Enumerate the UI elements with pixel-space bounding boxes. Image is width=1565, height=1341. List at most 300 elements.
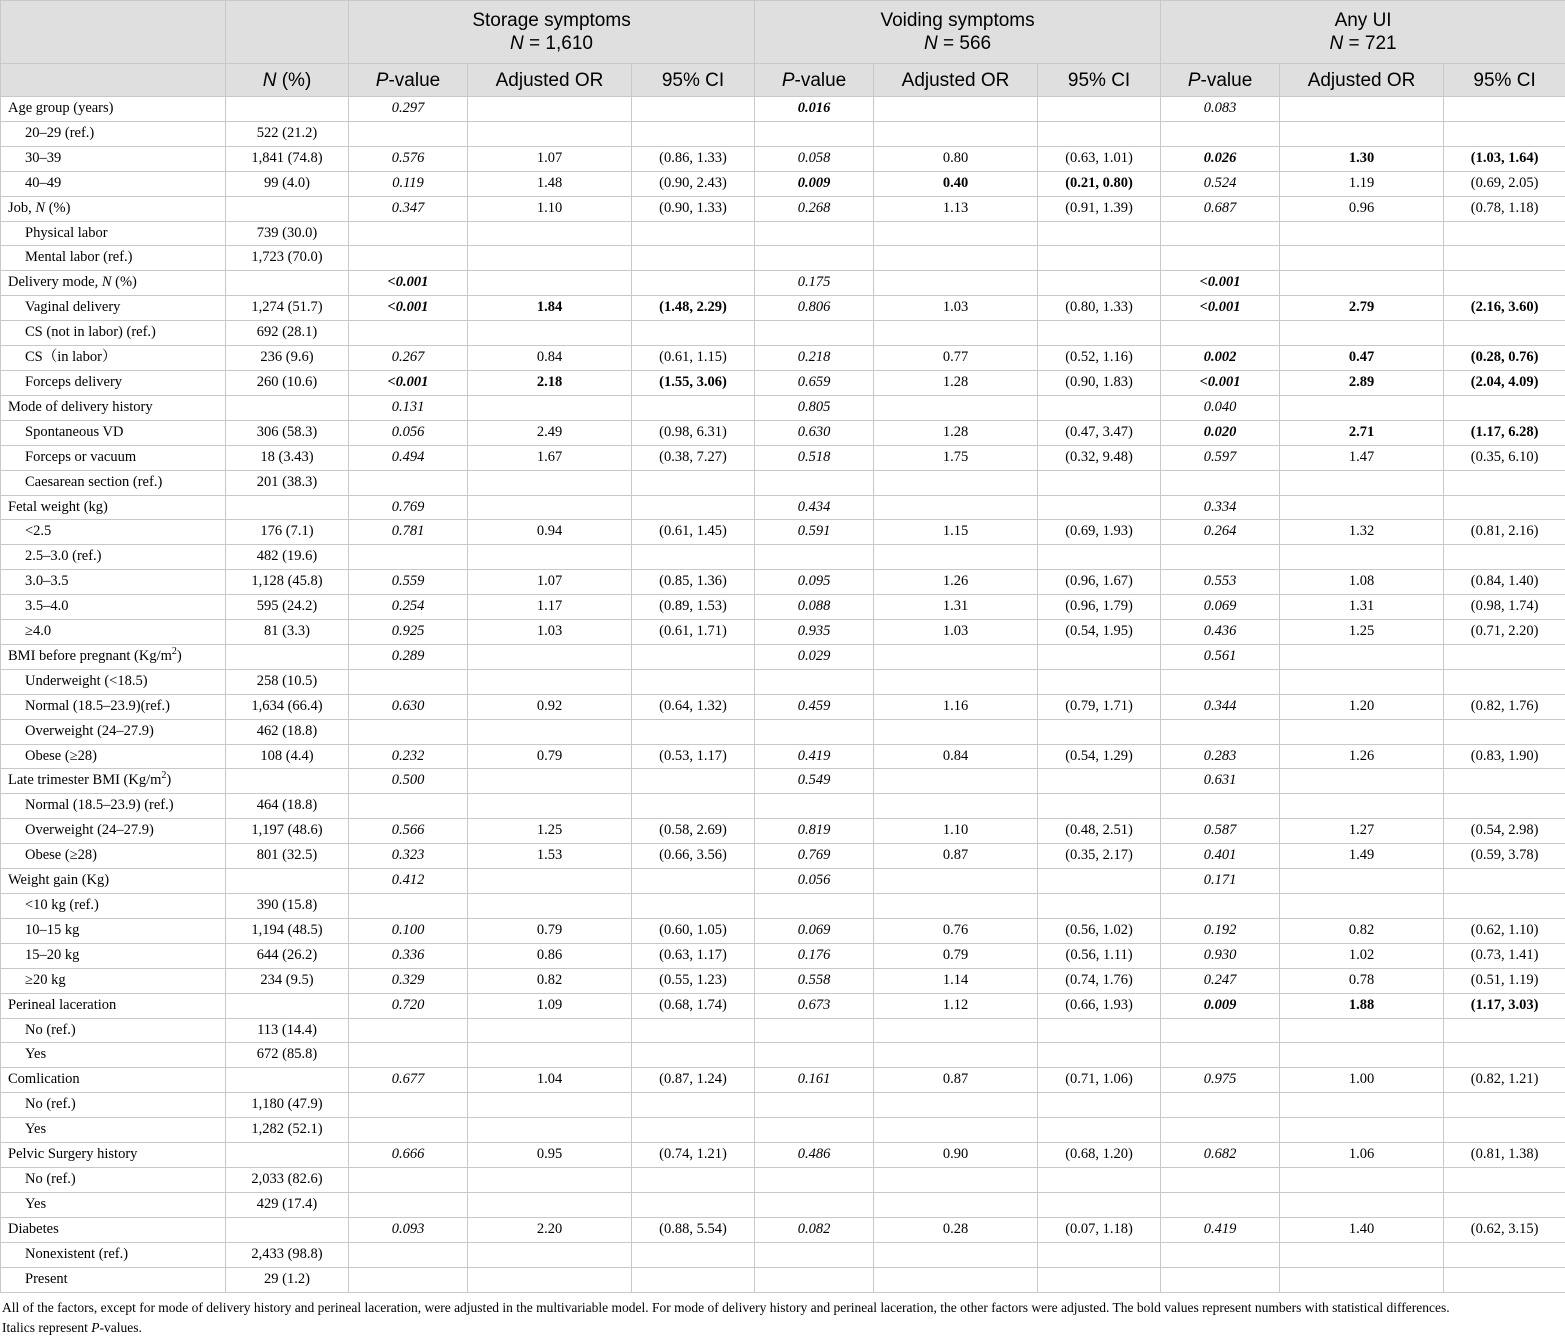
storage-p-value-cell: 0.323 — [349, 844, 468, 869]
voiding-adjusted-or-cell: 0.28 — [874, 1217, 1038, 1242]
any-ui-adjusted-or-cell: 0.96 — [1280, 196, 1444, 221]
table-row — [1, 894, 1565, 919]
voiding-p-value-cell — [755, 1267, 874, 1292]
voiding-ci-cell — [1038, 1043, 1161, 1068]
storage-ci-cell: (0.61, 1.71) — [632, 620, 755, 645]
group-title: Voiding symptoms — [880, 10, 1035, 31]
storage-adjusted-or-cell — [468, 1192, 632, 1217]
any-ui-ci-cell: (2.04, 4.09) — [1444, 370, 1565, 395]
storage-ci-cell — [632, 271, 755, 296]
storage-p-value-cell: 0.720 — [349, 993, 468, 1018]
voiding-ci-cell: (0.91, 1.39) — [1038, 196, 1161, 221]
any-ui-ci-cell: (0.62, 3.15) — [1444, 1217, 1565, 1242]
storage-adjusted-or-cell — [468, 221, 632, 246]
voiding-ci-cell: (0.07, 1.18) — [1038, 1217, 1161, 1242]
n-pct-cell: 18 (3.43) — [226, 445, 349, 470]
any-ui-p-value-cell: 0.192 — [1161, 918, 1280, 943]
row-label: No (ref.) — [1, 1018, 226, 1043]
any-ui-ci-cell: (0.98, 1.74) — [1444, 595, 1565, 620]
voiding-ci-cell — [1038, 121, 1161, 146]
storage-p-value-cell: 0.566 — [349, 819, 468, 844]
storage-p-value-cell: 0.576 — [349, 146, 468, 171]
header-p-value: P-value — [755, 64, 874, 97]
n-pct-cell: 595 (24.2) — [226, 595, 349, 620]
voiding-p-value-cell: 0.806 — [755, 296, 874, 321]
voiding-ci-cell: (0.54, 1.95) — [1038, 620, 1161, 645]
n-pct-cell — [226, 993, 349, 1018]
header-ci: 95% CI — [632, 64, 755, 97]
storage-adjusted-or-cell — [468, 395, 632, 420]
voiding-adjusted-or-cell — [874, 644, 1038, 669]
voiding-ci-cell — [1038, 221, 1161, 246]
row-label: Vaginal delivery — [1, 296, 226, 321]
any-ui-adjusted-or-cell: 0.78 — [1280, 968, 1444, 993]
storage-adjusted-or-cell: 1.03 — [468, 620, 632, 645]
storage-p-value-cell — [349, 246, 468, 271]
storage-adjusted-or-cell — [468, 1242, 632, 1267]
storage-p-value-cell: 0.093 — [349, 1217, 468, 1242]
voiding-p-value-cell: 0.218 — [755, 346, 874, 371]
voiding-ci-cell: (0.71, 1.06) — [1038, 1068, 1161, 1093]
voiding-ci-cell — [1038, 321, 1161, 346]
voiding-adjusted-or-cell: 1.03 — [874, 620, 1038, 645]
storage-ci-cell — [632, 221, 755, 246]
storage-p-value-cell: 0.347 — [349, 196, 468, 221]
any-ui-p-value-cell: 0.553 — [1161, 570, 1280, 595]
voiding-adjusted-or-cell — [874, 221, 1038, 246]
table-row — [1, 1167, 1565, 1192]
any-ui-ci-cell — [1444, 869, 1565, 894]
any-ui-ci-cell: (2.16, 3.60) — [1444, 296, 1565, 321]
table-row — [1, 1143, 1565, 1168]
voiding-p-value-cell: 0.459 — [755, 694, 874, 719]
any-ui-ci-cell: (0.82, 1.21) — [1444, 1068, 1565, 1093]
storage-adjusted-or-cell: 1.17 — [468, 595, 632, 620]
voiding-p-value-cell: 0.805 — [755, 395, 874, 420]
n-pct-cell: 113 (14.4) — [226, 1018, 349, 1043]
any-ui-adjusted-or-cell: 0.47 — [1280, 346, 1444, 371]
any-ui-p-value-cell: <0.001 — [1161, 370, 1280, 395]
storage-ci-cell — [632, 97, 755, 122]
any-ui-adjusted-or-cell — [1280, 121, 1444, 146]
any-ui-p-value-cell: 0.026 — [1161, 146, 1280, 171]
voiding-ci-cell — [1038, 894, 1161, 919]
storage-ci-cell: (0.64, 1.32) — [632, 694, 755, 719]
voiding-ci-cell: (0.96, 1.67) — [1038, 570, 1161, 595]
storage-adjusted-or-cell — [468, 271, 632, 296]
n-pct-cell: 1,634 (66.4) — [226, 694, 349, 719]
storage-ci-cell — [632, 1242, 755, 1267]
voiding-ci-cell: (0.56, 1.02) — [1038, 918, 1161, 943]
voiding-ci-cell: (0.79, 1.71) — [1038, 694, 1161, 719]
row-label: 3.5–4.0 — [1, 595, 226, 620]
row-label: 20–29 (ref.) — [1, 121, 226, 146]
voiding-adjusted-or-cell — [874, 1242, 1038, 1267]
row-label: Mode of delivery history — [1, 395, 226, 420]
storage-ci-cell: (0.58, 2.69) — [632, 819, 755, 844]
n-pct-cell: 1,723 (70.0) — [226, 246, 349, 271]
any-ui-adjusted-or-cell — [1280, 495, 1444, 520]
row-label: No (ref.) — [1, 1167, 226, 1192]
n-pct-cell: 1,841 (74.8) — [226, 146, 349, 171]
voiding-adjusted-or-cell: 1.26 — [874, 570, 1038, 595]
n-pct-cell: 29 (1.2) — [226, 1267, 349, 1292]
voiding-p-value-cell: 0.058 — [755, 146, 874, 171]
storage-adjusted-or-cell — [468, 246, 632, 271]
table-row — [1, 346, 1565, 371]
any-ui-adjusted-or-cell — [1280, 1267, 1444, 1292]
n-pct-cell: 201 (38.3) — [226, 470, 349, 495]
any-ui-p-value-cell: 0.344 — [1161, 694, 1280, 719]
storage-adjusted-or-cell: 1.09 — [468, 993, 632, 1018]
table-row — [1, 844, 1565, 869]
any-ui-adjusted-or-cell: 0.82 — [1280, 918, 1444, 943]
table-header — [1, 1, 1565, 97]
voiding-adjusted-or-cell — [874, 894, 1038, 919]
n-pct-cell — [226, 769, 349, 794]
n-pct-cell: 482 (19.6) — [226, 545, 349, 570]
storage-ci-cell — [632, 1192, 755, 1217]
any-ui-adjusted-or-cell: 1.31 — [1280, 595, 1444, 620]
any-ui-adjusted-or-cell — [1280, 644, 1444, 669]
voiding-adjusted-or-cell: 1.12 — [874, 993, 1038, 1018]
header-voiding-symptoms — [755, 1, 1161, 64]
voiding-ci-cell: (0.69, 1.93) — [1038, 520, 1161, 545]
any-ui-p-value-cell — [1161, 1242, 1280, 1267]
voiding-p-value-cell — [755, 246, 874, 271]
any-ui-p-value-cell: 0.040 — [1161, 395, 1280, 420]
voiding-p-value-cell — [755, 545, 874, 570]
storage-p-value-cell: 0.056 — [349, 420, 468, 445]
storage-adjusted-or-cell — [468, 321, 632, 346]
storage-adjusted-or-cell — [468, 894, 632, 919]
any-ui-adjusted-or-cell — [1280, 1118, 1444, 1143]
any-ui-p-value-cell: 0.009 — [1161, 993, 1280, 1018]
any-ui-p-value-cell: 0.682 — [1161, 1143, 1280, 1168]
voiding-adjusted-or-cell — [874, 97, 1038, 122]
voiding-adjusted-or-cell: 1.14 — [874, 968, 1038, 993]
storage-p-value-cell: 0.412 — [349, 869, 468, 894]
storage-p-value-cell: 0.289 — [349, 644, 468, 669]
voiding-adjusted-or-cell — [874, 271, 1038, 296]
storage-ci-cell: (0.60, 1.05) — [632, 918, 755, 943]
table-row — [1, 1043, 1565, 1068]
row-label: Underweight (<18.5) — [1, 669, 226, 694]
table-row — [1, 420, 1565, 445]
storage-p-value-cell: 0.666 — [349, 1143, 468, 1168]
storage-p-value-cell — [349, 470, 468, 495]
row-label: Present — [1, 1267, 226, 1292]
storage-p-value-cell: 0.559 — [349, 570, 468, 595]
any-ui-adjusted-or-cell: 1.20 — [1280, 694, 1444, 719]
any-ui-adjusted-or-cell: 2.79 — [1280, 296, 1444, 321]
storage-adjusted-or-cell: 2.20 — [468, 1217, 632, 1242]
any-ui-ci-cell: (0.28, 0.76) — [1444, 346, 1565, 371]
table-row — [1, 1068, 1565, 1093]
n-pct-cell — [226, 395, 349, 420]
voiding-adjusted-or-cell: 1.28 — [874, 370, 1038, 395]
n-pct-cell — [226, 644, 349, 669]
table-row — [1, 1267, 1565, 1292]
voiding-p-value-cell: 0.819 — [755, 819, 874, 844]
any-ui-ci-cell: (0.81, 1.38) — [1444, 1143, 1565, 1168]
any-ui-ci-cell — [1444, 1192, 1565, 1217]
storage-ci-cell: (0.61, 1.45) — [632, 520, 755, 545]
voiding-adjusted-or-cell: 0.84 — [874, 744, 1038, 769]
voiding-adjusted-or-cell — [874, 470, 1038, 495]
any-ui-ci-cell — [1444, 669, 1565, 694]
voiding-p-value-cell: 0.486 — [755, 1143, 874, 1168]
any-ui-adjusted-or-cell: 1.32 — [1280, 520, 1444, 545]
voiding-ci-cell: (0.68, 1.20) — [1038, 1143, 1161, 1168]
table-row — [1, 146, 1565, 171]
voiding-ci-cell — [1038, 271, 1161, 296]
any-ui-p-value-cell: 0.247 — [1161, 968, 1280, 993]
storage-adjusted-or-cell: 2.18 — [468, 370, 632, 395]
storage-adjusted-or-cell — [468, 495, 632, 520]
voiding-ci-cell — [1038, 470, 1161, 495]
storage-p-value-cell: 0.925 — [349, 620, 468, 645]
voiding-ci-cell: (0.52, 1.16) — [1038, 346, 1161, 371]
table-row — [1, 744, 1565, 769]
voiding-adjusted-or-cell: 1.13 — [874, 196, 1038, 221]
n-pct-cell — [226, 1068, 349, 1093]
row-label: Age group (years) — [1, 97, 226, 122]
table-row — [1, 1093, 1565, 1118]
any-ui-p-value-cell — [1161, 1043, 1280, 1068]
storage-p-value-cell: 0.267 — [349, 346, 468, 371]
row-label: Caesarean section (ref.) — [1, 470, 226, 495]
any-ui-p-value-cell: 0.561 — [1161, 644, 1280, 669]
header-blank-3 — [1, 64, 226, 97]
n-pct-cell — [226, 196, 349, 221]
any-ui-adjusted-or-cell — [1280, 395, 1444, 420]
voiding-ci-cell: (0.32, 9.48) — [1038, 445, 1161, 470]
any-ui-ci-cell — [1444, 1118, 1565, 1143]
voiding-adjusted-or-cell: 1.28 — [874, 420, 1038, 445]
voiding-ci-cell — [1038, 1093, 1161, 1118]
voiding-adjusted-or-cell — [874, 1043, 1038, 1068]
storage-p-value-cell — [349, 121, 468, 146]
any-ui-adjusted-or-cell — [1280, 719, 1444, 744]
n-pct-cell: 2,033 (82.6) — [226, 1167, 349, 1192]
voiding-p-value-cell: 0.935 — [755, 620, 874, 645]
voiding-p-value-cell — [755, 1043, 874, 1068]
storage-ci-cell: (1.48, 2.29) — [632, 296, 755, 321]
voiding-adjusted-or-cell: 0.87 — [874, 1068, 1038, 1093]
storage-p-value-cell: 0.781 — [349, 520, 468, 545]
group-title: Storage symptoms — [472, 10, 631, 31]
voiding-ci-cell — [1038, 644, 1161, 669]
voiding-p-value-cell — [755, 1018, 874, 1043]
table-row — [1, 620, 1565, 645]
row-label: Yes — [1, 1043, 226, 1068]
table-row — [1, 470, 1565, 495]
storage-ci-cell — [632, 321, 755, 346]
n-pct-cell: 236 (9.6) — [226, 346, 349, 371]
row-label: ≥20 kg — [1, 968, 226, 993]
table-row — [1, 794, 1565, 819]
row-label: 30–39 — [1, 146, 226, 171]
storage-ci-cell — [632, 1118, 755, 1143]
voiding-ci-cell — [1038, 495, 1161, 520]
any-ui-ci-cell: (0.78, 1.18) — [1444, 196, 1565, 221]
voiding-p-value-cell: 0.016 — [755, 97, 874, 122]
any-ui-adjusted-or-cell: 1.40 — [1280, 1217, 1444, 1242]
storage-adjusted-or-cell: 0.94 — [468, 520, 632, 545]
any-ui-ci-cell: (0.83, 1.90) — [1444, 744, 1565, 769]
any-ui-ci-cell: (0.54, 2.98) — [1444, 819, 1565, 844]
storage-p-value-cell — [349, 1192, 468, 1217]
row-label: Weight gain (Kg) — [1, 869, 226, 894]
storage-adjusted-or-cell: 1.25 — [468, 819, 632, 844]
storage-ci-cell — [632, 1093, 755, 1118]
storage-adjusted-or-cell — [468, 1018, 632, 1043]
any-ui-p-value-cell — [1161, 719, 1280, 744]
voiding-adjusted-or-cell — [874, 794, 1038, 819]
row-label: <2.5 — [1, 520, 226, 545]
storage-ci-cell — [632, 644, 755, 669]
storage-adjusted-or-cell: 0.82 — [468, 968, 632, 993]
any-ui-ci-cell: (0.69, 2.05) — [1444, 171, 1565, 196]
any-ui-adjusted-or-cell: 1.88 — [1280, 993, 1444, 1018]
any-ui-ci-cell — [1444, 1267, 1565, 1292]
storage-adjusted-or-cell — [468, 1118, 632, 1143]
table-row — [1, 196, 1565, 221]
row-label: 3.0–3.5 — [1, 570, 226, 595]
any-ui-ci-cell — [1444, 1167, 1565, 1192]
n-pct-cell: 522 (21.2) — [226, 121, 349, 146]
storage-adjusted-or-cell: 1.53 — [468, 844, 632, 869]
footnote-line-1: All of the factors, except for mode of delivery history and perineal laceration, were adjusted in the multivariable model. For mode of delivery history and perineal laceration, the other factors were adjusted. The bold values represent numbers with statistical differences. — [2, 1300, 1450, 1315]
any-ui-adjusted-or-cell — [1280, 246, 1444, 271]
storage-ci-cell — [632, 794, 755, 819]
storage-p-value-cell — [349, 794, 468, 819]
any-ui-ci-cell: (1.03, 1.64) — [1444, 146, 1565, 171]
storage-ci-cell — [632, 470, 755, 495]
storage-p-value-cell: <0.001 — [349, 296, 468, 321]
group-n-value: = 721 — [1343, 33, 1397, 54]
storage-adjusted-or-cell: 0.92 — [468, 694, 632, 719]
n-pct-cell — [226, 1143, 349, 1168]
storage-ci-cell: (0.53, 1.17) — [632, 744, 755, 769]
any-ui-p-value-cell: 0.975 — [1161, 1068, 1280, 1093]
table-row — [1, 1192, 1565, 1217]
storage-p-value-cell: 0.100 — [349, 918, 468, 943]
header-ci: 95% CI — [1444, 64, 1565, 97]
voiding-ci-cell: (0.56, 1.11) — [1038, 943, 1161, 968]
voiding-adjusted-or-cell: 1.31 — [874, 595, 1038, 620]
row-label: No (ref.) — [1, 1093, 226, 1118]
any-ui-ci-cell: (0.81, 2.16) — [1444, 520, 1565, 545]
storage-ci-cell — [632, 121, 755, 146]
voiding-p-value-cell: 0.009 — [755, 171, 874, 196]
any-ui-adjusted-or-cell: 2.71 — [1280, 420, 1444, 445]
storage-p-value-cell: 0.630 — [349, 694, 468, 719]
voiding-ci-cell — [1038, 669, 1161, 694]
table-row — [1, 445, 1565, 470]
voiding-ci-cell — [1038, 1167, 1161, 1192]
storage-ci-cell — [632, 1267, 755, 1292]
voiding-adjusted-or-cell: 0.76 — [874, 918, 1038, 943]
voiding-adjusted-or-cell — [874, 1118, 1038, 1143]
voiding-ci-cell: (0.63, 1.01) — [1038, 146, 1161, 171]
n-pct-cell — [226, 495, 349, 520]
storage-p-value-cell: 0.500 — [349, 769, 468, 794]
any-ui-adjusted-or-cell — [1280, 669, 1444, 694]
storage-p-value-cell — [349, 1018, 468, 1043]
any-ui-adjusted-or-cell — [1280, 1093, 1444, 1118]
voiding-ci-cell — [1038, 794, 1161, 819]
voiding-adjusted-or-cell — [874, 495, 1038, 520]
any-ui-ci-cell: (0.35, 6.10) — [1444, 445, 1565, 470]
voiding-p-value-cell: 0.659 — [755, 370, 874, 395]
any-ui-p-value-cell — [1161, 121, 1280, 146]
any-ui-p-value-cell: 0.334 — [1161, 495, 1280, 520]
voiding-adjusted-or-cell — [874, 1093, 1038, 1118]
voiding-p-value-cell: 0.175 — [755, 271, 874, 296]
table-row — [1, 918, 1565, 943]
row-label: <10 kg (ref.) — [1, 894, 226, 919]
row-label: Mental labor (ref.) — [1, 246, 226, 271]
table-row — [1, 1242, 1565, 1267]
storage-ci-cell: (0.55, 1.23) — [632, 968, 755, 993]
any-ui-p-value-cell: 0.524 — [1161, 171, 1280, 196]
voiding-adjusted-or-cell: 0.87 — [874, 844, 1038, 869]
any-ui-p-value-cell — [1161, 1167, 1280, 1192]
voiding-adjusted-or-cell: 1.15 — [874, 520, 1038, 545]
any-ui-adjusted-or-cell — [1280, 221, 1444, 246]
voiding-ci-cell: (0.48, 2.51) — [1038, 819, 1161, 844]
voiding-p-value-cell: 0.518 — [755, 445, 874, 470]
any-ui-adjusted-or-cell — [1280, 1018, 1444, 1043]
storage-p-value-cell: 0.232 — [349, 744, 468, 769]
table-row — [1, 520, 1565, 545]
any-ui-ci-cell — [1444, 1018, 1565, 1043]
group-n-label: N — [510, 33, 524, 54]
voiding-ci-cell: (0.80, 1.33) — [1038, 296, 1161, 321]
voiding-p-value-cell: 0.434 — [755, 495, 874, 520]
row-label: Forceps or vacuum — [1, 445, 226, 470]
any-ui-ci-cell — [1444, 769, 1565, 794]
voiding-p-value-cell — [755, 1167, 874, 1192]
any-ui-adjusted-or-cell — [1280, 1167, 1444, 1192]
any-ui-ci-cell — [1444, 1093, 1565, 1118]
header-any-ui — [1161, 1, 1565, 64]
any-ui-adjusted-or-cell: 1.47 — [1280, 445, 1444, 470]
voiding-ci-cell: (0.96, 1.79) — [1038, 595, 1161, 620]
storage-adjusted-or-cell — [468, 644, 632, 669]
storage-ci-cell: (0.90, 2.43) — [632, 171, 755, 196]
any-ui-p-value-cell — [1161, 1267, 1280, 1292]
any-ui-p-value-cell: 0.436 — [1161, 620, 1280, 645]
row-label: ≥4.0 — [1, 620, 226, 645]
voiding-p-value-cell — [755, 321, 874, 346]
storage-p-value-cell: 0.329 — [349, 968, 468, 993]
n-pct-cell: 464 (18.8) — [226, 794, 349, 819]
any-ui-adjusted-or-cell — [1280, 470, 1444, 495]
storage-ci-cell: (0.98, 6.31) — [632, 420, 755, 445]
any-ui-ci-cell — [1444, 221, 1565, 246]
any-ui-p-value-cell: <0.001 — [1161, 271, 1280, 296]
row-label: BMI before pregnant $(Kg/m^2)$ — [1, 644, 226, 669]
any-ui-ci-cell — [1444, 719, 1565, 744]
table-row — [1, 296, 1565, 321]
table-row — [1, 97, 1565, 122]
voiding-p-value-cell: 0.082 — [755, 1217, 874, 1242]
table-row — [1, 370, 1565, 395]
storage-p-value-cell: 0.131 — [349, 395, 468, 420]
